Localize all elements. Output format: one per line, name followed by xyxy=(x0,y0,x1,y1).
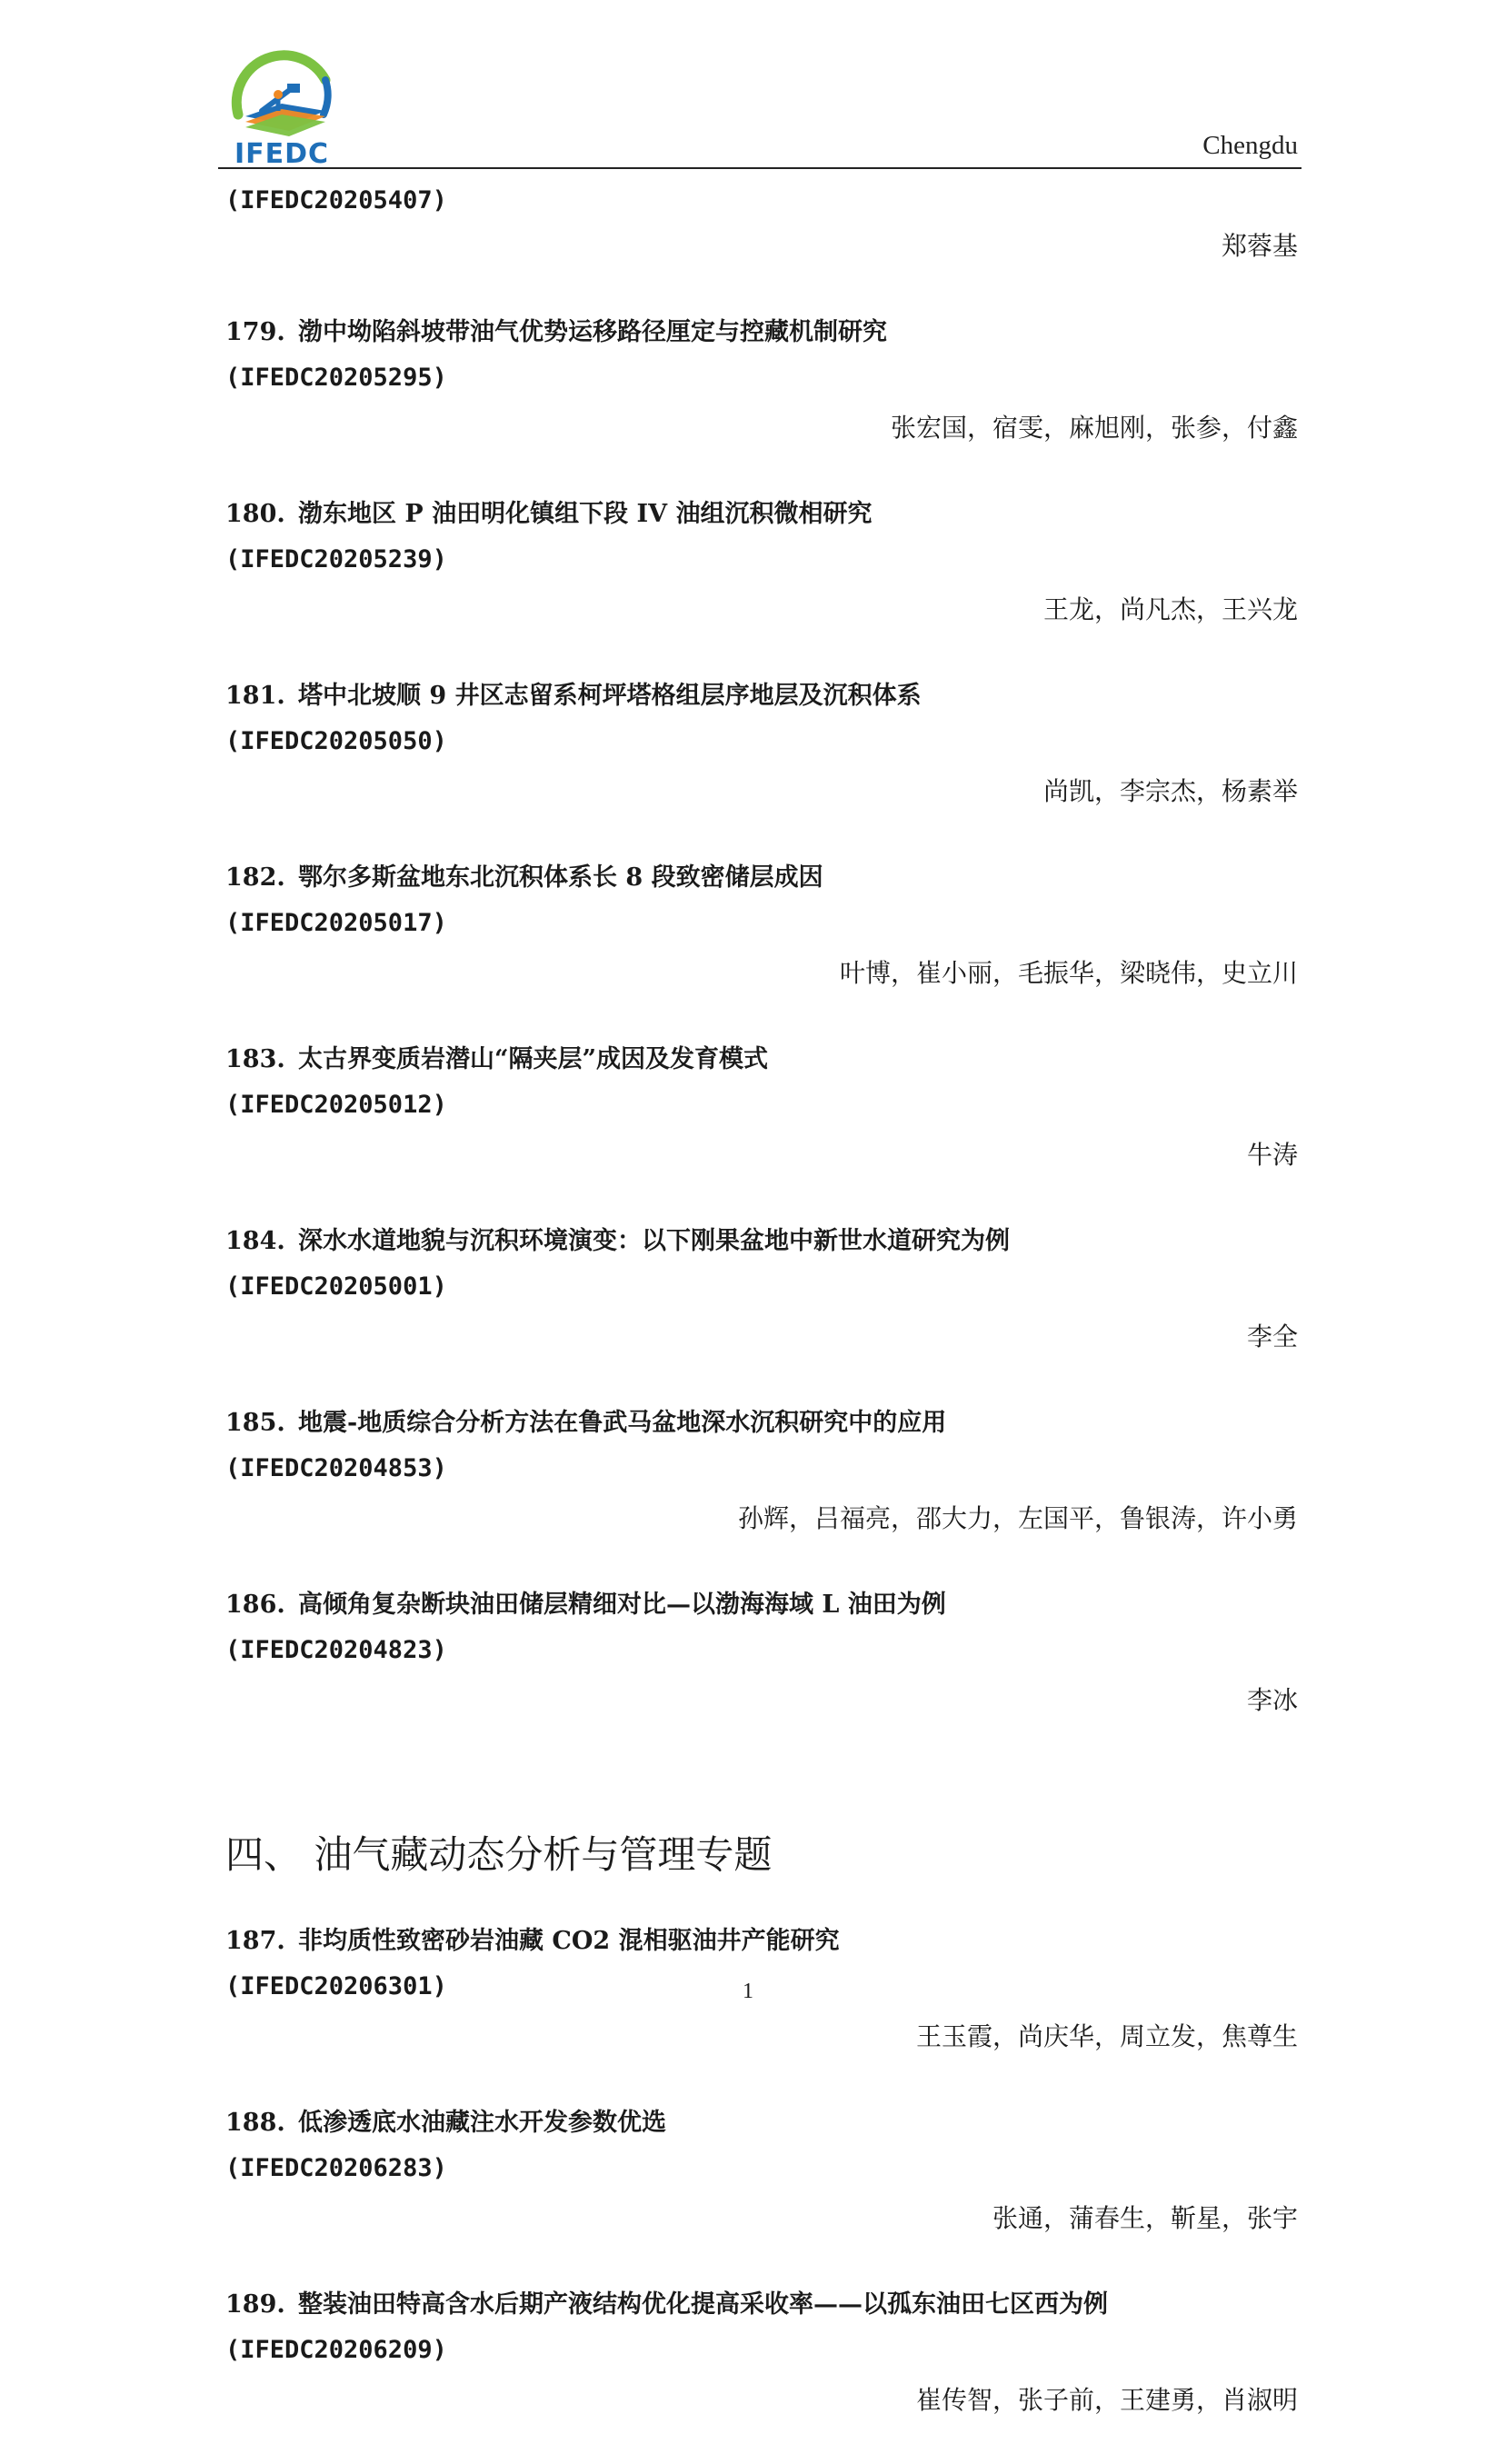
paper-code: (IFEDC20206209) xyxy=(225,2336,447,2364)
header-rule xyxy=(218,167,1302,169)
list-item xyxy=(225,310,1298,492)
paper-title-line xyxy=(225,310,1298,355)
paper-code: (IFEDC20204823) xyxy=(225,1636,447,1664)
paper-title: 高倾角复杂断块油田储层精细对比—以渤海海域 L 油田为例 xyxy=(298,1591,946,1619)
paper-title-line xyxy=(225,1401,1298,1446)
paper-title: 渤东地区 P 油田明化镇组下段 IV 油组沉积微相研究 xyxy=(298,500,873,528)
paper-authors: 崔传智，张子前，王建勇，肖淑明 xyxy=(915,2385,1298,2415)
paper-number: 188. xyxy=(225,2109,285,2137)
paper-authors: 郑蓉基 xyxy=(1221,231,1298,261)
paper-code: (IFEDC20205239) xyxy=(225,545,447,574)
paper-authors: 张通，蒲春生，靳星，张宇 xyxy=(992,2203,1298,2233)
logo-text: IFEDC xyxy=(234,138,330,170)
paper-title-line xyxy=(225,1919,1298,1964)
paper-number: 180. xyxy=(225,500,285,528)
paper-number: 182. xyxy=(225,863,285,892)
paper-authors: 王龙，尚凡杰，王兴龙 xyxy=(1042,594,1298,624)
paper-number: 184. xyxy=(225,1227,285,1255)
paper-title: 深水水道地貌与沉积环境演变：以下刚果盆地中新世水道研究为例 xyxy=(298,1227,1010,1255)
paper-title-line xyxy=(225,2100,1298,2146)
list-item xyxy=(225,1037,1298,1219)
paper-title-line xyxy=(225,1219,1298,1264)
paper-authors: 李全 xyxy=(1246,1322,1298,1352)
paper-number: 185. xyxy=(225,1409,285,1437)
paper-title: 渤中坳陷斜坡带油气优势运移路径厘定与控藏机制研究 xyxy=(298,318,887,346)
list-item xyxy=(225,855,1298,1037)
paper-authors: 孙辉，吕福亮，邵大力，左国平，鲁银涛，许小勇 xyxy=(737,1503,1298,1533)
paper-code: (IFEDC20204853) xyxy=(225,1454,447,1482)
page-number: 1 xyxy=(743,1980,753,2003)
paper-code: (IFEDC20205017) xyxy=(225,909,447,937)
list-item xyxy=(225,2100,1298,2282)
list-item xyxy=(225,1219,1298,1401)
page-header xyxy=(218,44,1302,169)
paper-authors: 牛涛 xyxy=(1246,1140,1298,1170)
paper-code: (IFEDC20205295) xyxy=(225,364,447,392)
paper-number: 179. xyxy=(225,318,285,346)
paper-authors: 张宏国，宿雯，麻旭刚，张参，付鑫 xyxy=(890,413,1298,443)
list-item xyxy=(225,492,1298,673)
paper-number: 189. xyxy=(225,2290,285,2319)
entries-part1 xyxy=(225,310,1298,1764)
list-item xyxy=(225,673,1298,855)
paper-title: 非均质性致密砂岩油藏 CO2 混相驱油井产能研究 xyxy=(298,1927,840,1955)
list-item xyxy=(225,1919,1298,2100)
list-item xyxy=(225,178,1298,310)
paper-number: 181. xyxy=(225,682,285,710)
paper-title-line xyxy=(225,1582,1298,1628)
paper-number: 183. xyxy=(225,1045,285,1073)
list-item xyxy=(225,1582,1298,1764)
list-item xyxy=(225,1401,1298,1582)
paper-title: 整装油田特高含水后期产液结构优化提高采收率——以孤东油田七区西为例 xyxy=(298,2290,1108,2319)
paper-number: 187. xyxy=(225,1927,285,1955)
paper-title: 地震-地质综合分析方法在鲁武马盆地深水沉积研究中的应用 xyxy=(298,1409,947,1437)
paper-number: 186. xyxy=(225,1591,285,1619)
paper-code: (IFEDC20206283) xyxy=(225,2154,447,2182)
paper-title: 低渗透底水油藏注水开发参数优选 xyxy=(298,2109,666,2137)
header-city: Chengdu xyxy=(1202,131,1298,160)
paper-authors: 王玉霞，尚庆华，周立发，焦尊生 xyxy=(915,2021,1298,2051)
logo-emblem-icon xyxy=(218,44,345,144)
paper-authors: 李冰 xyxy=(1246,1685,1298,1715)
paper-authors: 叶博，崔小丽，毛振华，梁晓伟，史立川 xyxy=(839,958,1298,988)
paper-code: (IFEDC20205012) xyxy=(225,1091,447,1119)
section-heading: 四、 油气藏动态分析与管理专题 xyxy=(225,1832,773,1877)
paper-title: 太古界变质岩潜山“隔夹层”成因及发育模式 xyxy=(298,1045,769,1073)
paper-code: (IFEDC20206301) xyxy=(225,1972,447,2000)
paper-code: (IFEDC20205407) xyxy=(225,186,447,214)
paper-title: 塔中北坡顺 9 井区志留系柯坪塔格组层序地层及沉积体系 xyxy=(298,682,922,710)
paper-code: (IFEDC20205050) xyxy=(225,727,447,755)
paper-title-line xyxy=(225,1037,1298,1082)
paper-authors: 尚凯，李宗杰，杨素举 xyxy=(1042,776,1298,806)
list-item xyxy=(225,2282,1298,2464)
paper-code: (IFEDC20205001) xyxy=(225,1272,447,1301)
paper-title-line xyxy=(225,2282,1298,2328)
ifedc-logo xyxy=(218,44,345,169)
paper-title-line xyxy=(225,855,1298,901)
paper-title: 鄂尔多斯盆地东北沉积体系长 8 段致密储层成因 xyxy=(298,863,823,892)
paper-title-line xyxy=(225,673,1298,719)
paper-list xyxy=(225,178,1298,2464)
paper-title-line xyxy=(225,492,1298,537)
